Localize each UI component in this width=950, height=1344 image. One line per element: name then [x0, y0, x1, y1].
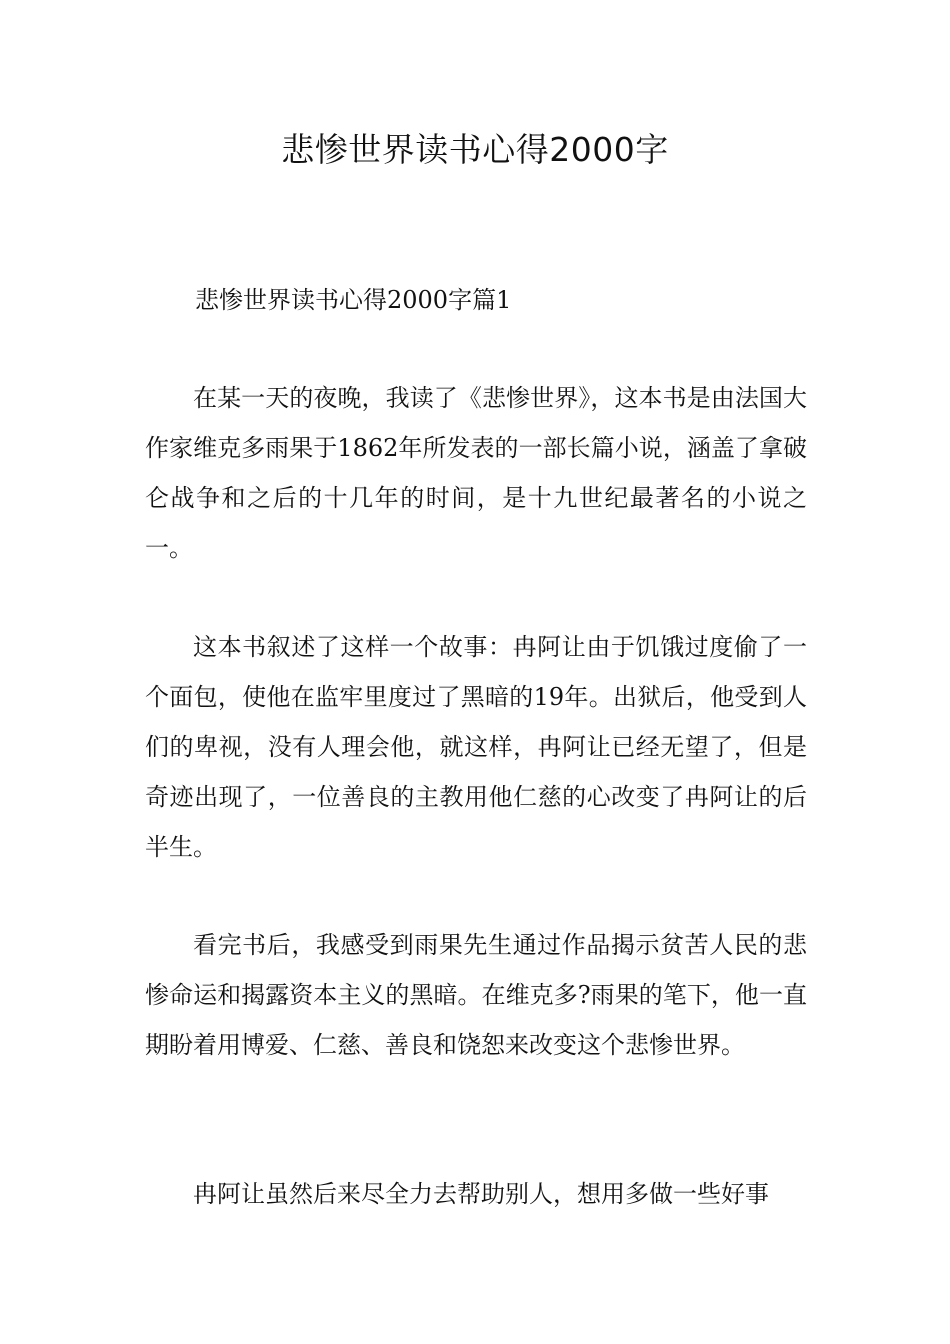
- body-paragraph: 冉阿让虽然后来尽全力去帮助别人，想用多做一些好事: [193, 1180, 769, 1208]
- body-paragraph: 在某一天的夜晚，我读了《悲惨世界》，这本书是由法国大作家维克多雨果于1862年所发表的一部长篇小说，涵盖了拿破仑战争和之后的十几年的时间，是十九世纪最著名的小说之一。: [145, 384, 807, 562]
- body-paragraph: 看完书后，我感受到雨果先生通过作品揭示贫苦人民的悲惨命运和揭露资本主义的黑暗。在维克多?雨果的笔下，他一直期盼着用博爱、仁慈、善良和饶恕来改变这个悲惨世界。: [145, 931, 807, 1059]
- body-paragraph: 这本书叙述了这样一个故事：冉阿让由于饥饿过度偷了一个面包，使他在监牢里度过了黑暗的19年。出狱后，他受到人们的卑视，没有人理会他，就这样，冉阿让已经无望了，但是奇迹出现了，一位善良的主教用他仁慈的心改变了冉阿让的后半生。: [145, 633, 807, 861]
- document-title: 悲惨世界读书心得2000字: [281, 130, 669, 169]
- section-heading: 悲惨世界读书心得2000字篇1: [195, 286, 512, 314]
